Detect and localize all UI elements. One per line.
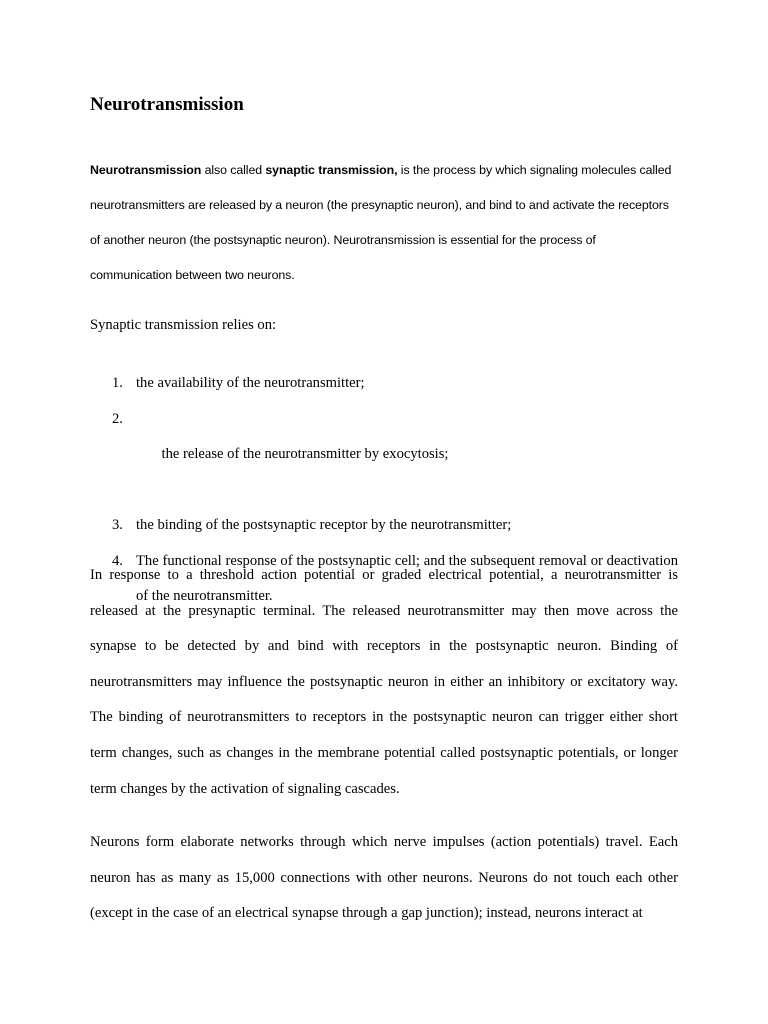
list-item-number: 1. (112, 375, 123, 391)
list-item-number: 3. (112, 517, 123, 533)
list-item-text: The functional response of the postsynaptic cell; and the subsequent removal or deactivation of the neurotransmitter. (136, 552, 678, 604)
list-item-number: 2. (112, 410, 123, 427)
intro-text-2: is the process by which signaling molecules called neurotransmitters are released by a neuron (the presynaptic neuron), and bind to and activate the receptors of another neuron (the postsynaptic neuron). Neurotransmission is essential for the process of communication between two neurons. (90, 163, 672, 282)
list-item-text: the binding of the postsynaptic receptor by the neurotransmitter; (136, 517, 512, 533)
list-item (90, 366, 678, 402)
intro-paragraph (90, 153, 680, 293)
intro-alt-term: synaptic transmission, (265, 163, 398, 177)
document-title: Neurotransmission (90, 94, 244, 115)
body-paragraph-response: In response to a threshold action potential or graded electrical potential, a neurotransmitter is released at the presynaptic terminal. The released neurotransmitter may then move across the synapse to be detected by and bind with receptors in the postsynaptic neuron. Binding of neurotransmitters may influence the postsynaptic neuron in either an inhibitory or excitatory way. The binding of neurotransmitters to receptors in the postsynaptic neuron can trigger either short term changes, such as changes in the membrane potential called postsynaptic potentials, or longer term changes by the activation of signaling cascades. (90, 567, 678, 797)
steps-lead: Synaptic transmission relies on: (90, 317, 277, 333)
list-item-text: the availability of the neurotransmitter; (136, 375, 365, 391)
list-item-number: 4. (112, 552, 123, 569)
list-item (90, 508, 678, 544)
body-paragraph-networks: Neurons form elaborate networks through which nerve impulses (action potentials) travel. Each neuron has as many as 15,000 connections with other neurons. Neurons do not touch each other (except in the case of an electrical synapse through a gap junction); instead, neurons interact at (90, 834, 678, 922)
list-item-text: the release of the neurotransmitter by exocytosis; (157, 446, 449, 462)
intro-term: Neurotransmission (90, 163, 202, 177)
list-item (90, 402, 678, 509)
intro-text-1: also called (201, 163, 266, 177)
